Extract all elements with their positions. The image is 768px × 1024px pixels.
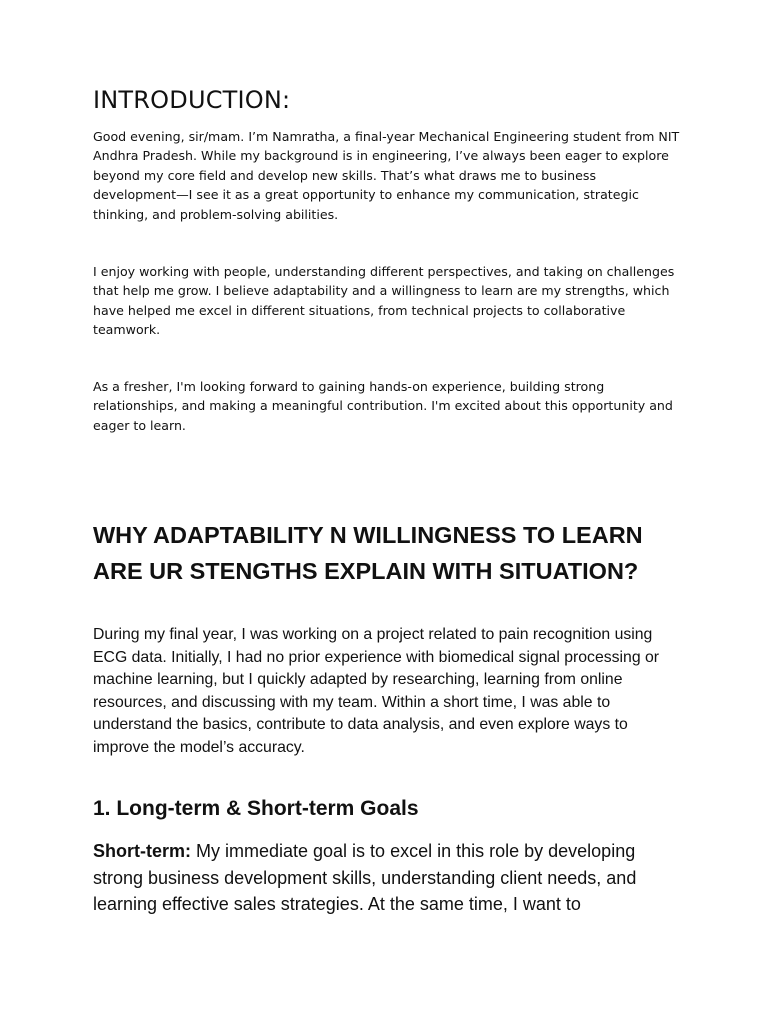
situation-paragraph: During my final year, I was working on a project related to pain recognition using ECG data. Initially, I had no prior experience with biomedical signal processing or machine learning, but I quickly adapted by researching, learning from online resources, and discussing with my team. Within a short time, I was able to understand the basics, contribute to data analysis, and even explore ways to improve the model’s accuracy. (93, 626, 660, 756)
short-term-text: My immediate goal is to excel in this role by developing strong business development skills, understanding client needs, and learning effective sales strategies. At the same time, I want to (93, 841, 637, 914)
short-term-label: Short-term: (93, 841, 191, 861)
introduction-heading: INTRODUCTION: (93, 86, 291, 114)
intro-paragraph-1: Good evening, sir/mam. I’m Namratha, a final-year Mechanical Engineering student from NIT Andhra Pradesh. While my background is in engineering, I’ve always been eager to explore beyond my core field and develop new skills. That’s what draws me to business development—I see it as a great opportunity to enhance my communication, strategic thinking, and problem-solving abilities. (93, 129, 680, 222)
intro-paragraph-2: I enjoy working with people, understanding different perspectives, and taking on challenges that help me grow. I believe adaptability and a willingness to learn are my strengths, which have helped me excel in different situations, from technical projects to collaborative teamwork. (93, 264, 675, 338)
why-strengths-heading: WHY ADAPTABILITY N WILLINGNESS TO LEARN ARE UR STENGTHS EXPLAIN WITH SITUATION? (93, 522, 643, 584)
intro-paragraph-3: As a fresher, I'm looking forward to gaining hands-on experience, building strong relationships, and making a meaningful contribution. I'm excited about this opportunity and eager to learn. (93, 379, 673, 433)
short-term-paragraph (93, 838, 683, 918)
goals-heading: 1. Long-term & Short-term Goals (93, 797, 419, 820)
